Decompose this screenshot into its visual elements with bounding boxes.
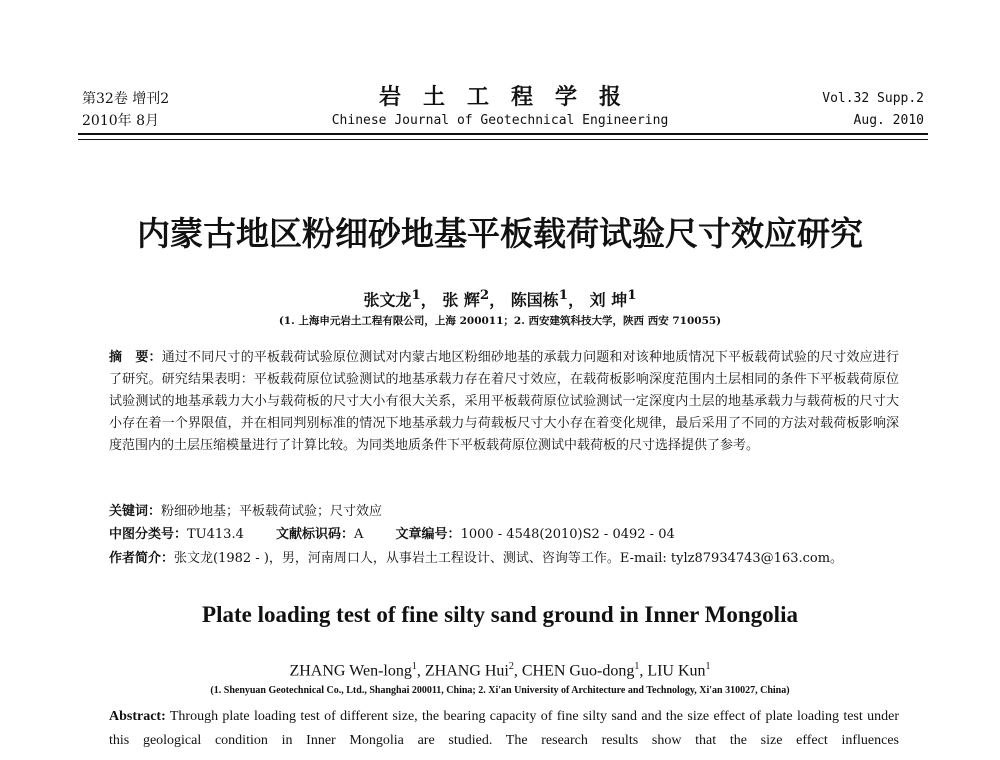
header-rule-thin: [78, 139, 928, 140]
paper-title-cn: 内蒙古地区粉细砂地基平板载荷试验尺寸效应研究: [137, 214, 863, 253]
clc-label: 中图分类号：: [109, 527, 188, 542]
abstract-en-text: Through plate loading test of different size, the bearing capacity of fine silty sand and the size effect of plate loading test under this geological condition in Inner Mongolia are studied. The research results show that the size effect influences: [109, 709, 899, 748]
running-header-right: [822, 88, 924, 132]
author-affil-mark: 1: [627, 287, 637, 303]
author-list-en: ZHANG Wen-long$^1$, ZHANG Hui$^2$, CHEN Guo-dong$^1$, LIU Kun$^1$: [289, 661, 711, 680]
abstract-en: [109, 705, 899, 753]
author-name: 刘 坤: [589, 290, 628, 310]
doc-code-label: 文献标识码：: [276, 527, 355, 542]
abstract-cn-text: 通过不同尺寸的平板载荷试验原位测试对内蒙古地区粉细砂地基的承载力问题和对该种地质情况下平板载荷试验的尺寸效应进行了研究。研究结果表明：平板载荷原位试验测试的地基承载力存在着尺寸效应，在载荷板影响深度范围内土层相同的条件下平板载荷原位试验测试的地基承载力大小与载荷板的尺寸大小有很大关系，采用平板载荷原位试验测试一定深度内土层的地基承载力与载荷板的尺寸大小存在着一个界限值，并在相同判别标准的情况下地基承载力与荷载板尺寸大小存在着变化规律，最后采用了不同的方法对载荷板影响深度范围内的土层压缩模量进行了计算比较。为同类地质条件下平板载荷原位测试中载荷板的尺寸选择提供了参考。: [109, 350, 899, 453]
author-affil-mark: 1: [411, 287, 421, 303]
author-affil-mark: 1: [705, 661, 711, 672]
keywords-line: [109, 501, 909, 523]
journal-name-cn: 岩土工程学报: [378, 84, 643, 110]
author-bio-line: [109, 548, 909, 570]
author-affil-mark: 1: [558, 287, 569, 303]
paper-title-en: Plate loading test of fine silty sand ground in Inner Mongolia: [202, 602, 798, 627]
doc-code-value: A: [354, 527, 364, 542]
abstract-en-label: Abstract:: [109, 709, 166, 724]
abstract-cn: [109, 347, 899, 457]
classification-line: [109, 524, 909, 546]
date-en: Aug. 2010: [853, 113, 924, 128]
abstract-cn-label: 摘 要：: [109, 350, 162, 365]
affiliation-cn: (1. 上海申元岩土工程有限公司，上海 200011；2. 西安建筑科技大学，陕西 西安 710055): [278, 315, 722, 327]
date-cn: 2010年 8月: [82, 113, 159, 129]
author-name-en: ZHANG Wen-long: [289, 662, 412, 680]
bio-text: 张文龙(1982 - )，男，河南周口人，从事岩土工程设计、测试、咨询等工作。E-mail: tylz87934743@163.com。: [174, 551, 844, 566]
clc-value: TU413.4: [187, 527, 244, 542]
author-name: 张文龙: [363, 290, 412, 310]
author-affil-mark: 2: [479, 287, 490, 303]
keywords-label: 关键词：: [109, 504, 162, 519]
volume-issue-en: Vol.32 Supp.2: [822, 91, 924, 106]
author-name: 陈国栋: [510, 290, 559, 310]
author-affil-mark: 2: [508, 661, 514, 672]
article-no-label: 文章编号：: [395, 527, 461, 542]
article-no-value: 1000 - 4548(2010)S2 - 0492 - 04: [460, 527, 675, 542]
volume-issue-cn: 第32卷 增刊2: [82, 91, 170, 107]
author-affil-mark: 1: [634, 661, 640, 672]
affiliation-en: (1. Shenyuan Geotechnical Co., Ltd., Shanghai 200011, China; 2. Xi'an University of Architecture and Technology, Xi'an 310027, China): [210, 685, 790, 696]
author-name-en: ZHANG Hui: [424, 662, 509, 680]
author-name: 张 辉: [442, 290, 480, 310]
header-rule-thick: [78, 133, 928, 135]
journal-name-en: Chinese Journal of Geotechnical Engineering: [331, 113, 669, 128]
author-name-en: LIU Kun: [647, 662, 706, 680]
author-name-en: CHEN Guo-dong: [521, 662, 635, 680]
author-list-cn: 张文龙$^1$， 张 辉$^2$， 陈国栋$^1$， 刘 坤$^1$: [363, 287, 637, 310]
bio-label: 作者简介：: [109, 551, 175, 566]
author-affil-mark: 1: [411, 661, 417, 672]
keywords-text: 粉细砂地基；平板载荷试验；尺寸效应: [161, 504, 383, 519]
